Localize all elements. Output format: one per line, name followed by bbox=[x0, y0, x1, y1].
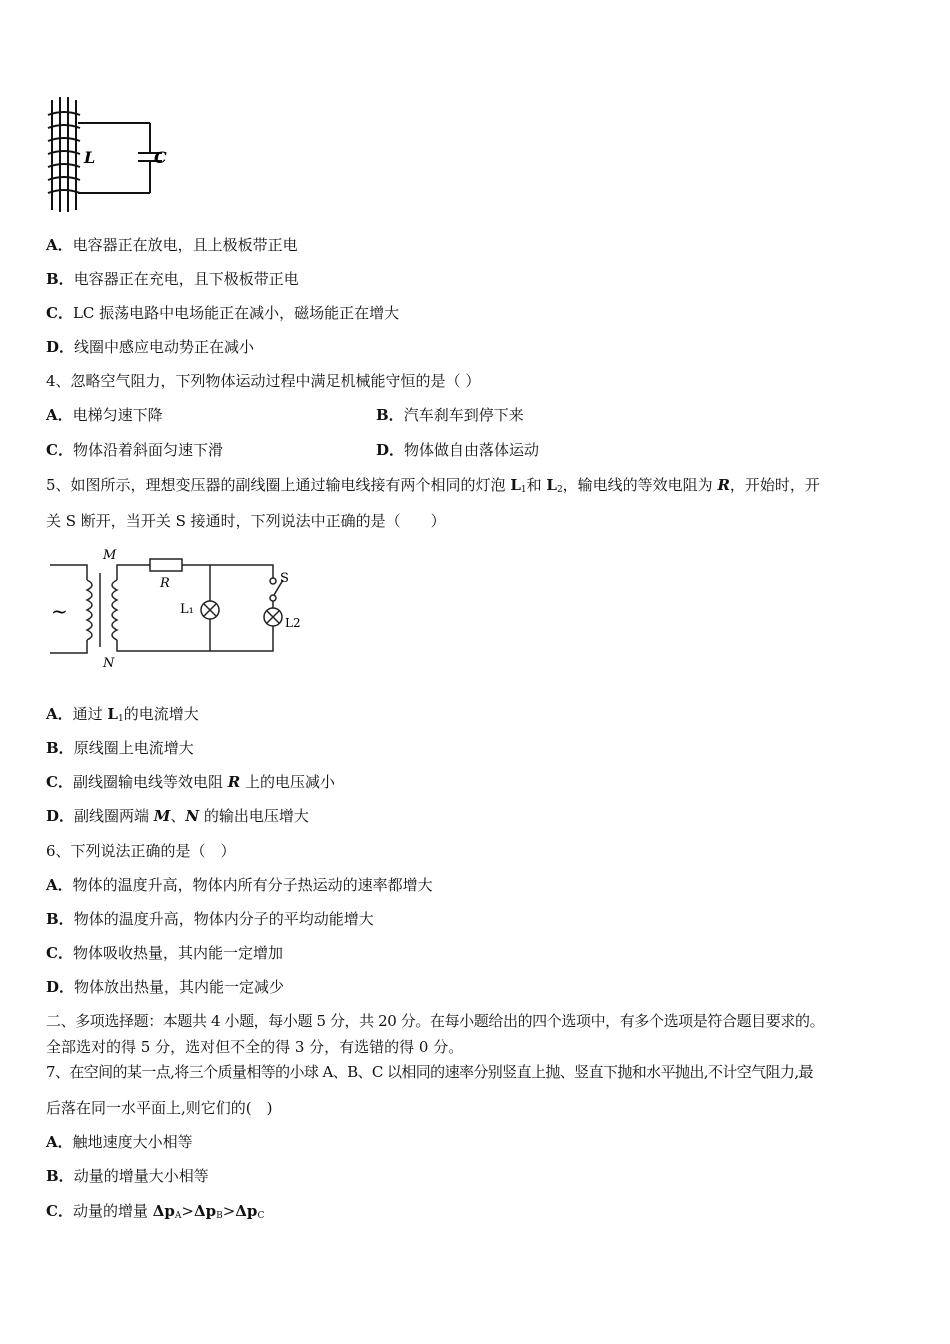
option-letter: A． bbox=[46, 705, 73, 723]
option-letter: D． bbox=[46, 978, 75, 996]
text: > bbox=[181, 1202, 194, 1220]
option-letter: C． bbox=[46, 304, 73, 322]
text: 上的电压减小 bbox=[240, 773, 335, 791]
q4-option-c bbox=[46, 440, 223, 460]
q4-option-b bbox=[376, 405, 524, 425]
section2-instructions-line2: 全部选对的得 5 分，选对但不全的得 3 分，有选错的得 0 分。 bbox=[46, 1038, 464, 1056]
resistor-label: R bbox=[160, 576, 170, 591]
option-letter: A． bbox=[46, 406, 73, 424]
option-letter: D． bbox=[46, 807, 75, 825]
option-letter: C． bbox=[46, 441, 73, 459]
text: L bbox=[510, 476, 521, 494]
option-text: 物体做自由落体运动 bbox=[404, 441, 540, 459]
subscript: A bbox=[174, 1211, 182, 1221]
option-letter: B． bbox=[46, 739, 74, 757]
text: Δp bbox=[193, 1202, 217, 1220]
text: R bbox=[717, 476, 730, 494]
option-text: 动量的增量大小相等 bbox=[73, 1167, 209, 1185]
text: L bbox=[546, 476, 557, 494]
text: M bbox=[153, 807, 171, 825]
text: ，开始时，开 bbox=[729, 476, 820, 494]
lamp-l1-label: L₁ bbox=[180, 602, 194, 617]
q3-option-d bbox=[46, 337, 254, 357]
transformer-circuit-figure bbox=[45, 545, 301, 671]
option-text: 原线圈上电流增大 bbox=[73, 739, 194, 757]
q7-option-c bbox=[46, 1201, 264, 1226]
option-letter: A． bbox=[46, 876, 73, 894]
q5-stem-line2: 关 S 断开，当开关 S 接通时，下列说法中正确的是（ ） bbox=[46, 512, 446, 530]
subscript: 1 bbox=[520, 485, 527, 495]
q7-stem-line1: 7、在空间的某一点,将三个质量相等的小球 A、B、C 以相同的速率分别竖直上抛、竖直下抛和水平抛出,不计空气阻力,最 bbox=[46, 1063, 813, 1081]
inductor-label: L bbox=[84, 148, 96, 167]
text: 的电流增大 bbox=[123, 705, 199, 723]
section2-instructions-line1: 二、多项选择题：本题共 4 小题，每小题 5 分，共 20 分。在每小题给出的四个选项中，有多个选项是符合题目要求的。 bbox=[46, 1012, 825, 1030]
terminal-m-label: M bbox=[103, 548, 117, 563]
subscript: C bbox=[257, 1211, 265, 1221]
text: R bbox=[227, 773, 241, 791]
q5-option-c bbox=[46, 772, 335, 792]
option-text: 物体吸收热量，其内能一定增加 bbox=[72, 944, 283, 962]
option-text: 物体的温度升高，物体内分子的平均动能增大 bbox=[73, 910, 374, 928]
text: 的输出电压增大 bbox=[199, 807, 309, 825]
q5-option-b bbox=[46, 738, 194, 758]
option-letter: B． bbox=[376, 406, 404, 424]
text: 副线圈两端 bbox=[74, 807, 154, 825]
option-text: 物体放出热量，其内能一定减少 bbox=[74, 978, 285, 996]
q7-stem-line2: 后落在同一水平面上,则它们的( ) bbox=[46, 1099, 273, 1117]
text: Δp bbox=[152, 1202, 175, 1220]
option-letter: B． bbox=[46, 1167, 74, 1185]
option-letter: A． bbox=[46, 236, 73, 254]
capacitor-label: C bbox=[154, 148, 167, 167]
q4-stem: 4、忽略空气阻力，下列物体运动过程中满足机械能守恒的是（ ） bbox=[46, 372, 481, 390]
lc-circuit-figure bbox=[40, 95, 170, 215]
q3-option-b bbox=[46, 269, 299, 289]
option-letter: D． bbox=[46, 338, 75, 356]
option-text: 电容器正在充电，且下极板带正电 bbox=[73, 270, 299, 288]
text: > bbox=[222, 1202, 236, 1220]
text: ，输电线的等效电阻为 bbox=[562, 476, 718, 494]
switch-label: S bbox=[280, 571, 289, 586]
q5-stem-line1 bbox=[46, 475, 820, 500]
option-letter: C． bbox=[46, 1202, 73, 1220]
q3-option-a bbox=[46, 235, 298, 255]
option-text: 汽车刹车到停下来 bbox=[403, 406, 524, 424]
q7-option-b bbox=[46, 1166, 209, 1186]
q4-option-d bbox=[376, 440, 539, 460]
ac-source-symbol: ~ bbox=[51, 599, 68, 623]
option-letter: B． bbox=[46, 270, 74, 288]
option-text: LC 振荡电路中电场能正在减小，磁场能正在增大 bbox=[72, 304, 400, 322]
text: 、 bbox=[170, 807, 186, 825]
text: 副线圈输电线等效电阻 bbox=[72, 773, 228, 791]
option-letter: A． bbox=[46, 1133, 73, 1151]
text: 5、如图所示，理想变压器的副线圈上通过输电线接有两个相同的灯泡 bbox=[46, 476, 511, 494]
option-text: 物体沿着斜面匀速下滑 bbox=[72, 441, 223, 459]
terminal-n-label: N bbox=[103, 656, 115, 671]
q3-option-c bbox=[46, 303, 399, 323]
text: 和 bbox=[526, 476, 547, 494]
q6-stem: 6、下列说法正确的是（ ） bbox=[46, 842, 236, 860]
subscript: B bbox=[216, 1211, 223, 1221]
q4-option-a bbox=[46, 405, 163, 425]
lamp-l2-label: L2 bbox=[285, 616, 301, 630]
text: Δp bbox=[235, 1202, 258, 1220]
option-text: 线圈中感应电动势正在减小 bbox=[74, 338, 255, 356]
option-text: 触地速度大小相等 bbox=[72, 1133, 193, 1151]
option-letter: B． bbox=[46, 910, 74, 928]
option-letter: D． bbox=[376, 441, 405, 459]
q6-option-c bbox=[46, 943, 283, 963]
q6-option-b bbox=[46, 909, 374, 929]
text: 动量的增量 bbox=[72, 1202, 153, 1220]
option-text: 物体的温度升高，物体内所有分子热运动的速率都增大 bbox=[72, 876, 433, 894]
q5-option-d bbox=[46, 806, 309, 826]
option-text: 电容器正在放电，且上极板带正电 bbox=[72, 236, 298, 254]
text: 通过 bbox=[72, 705, 108, 723]
q7-option-a bbox=[46, 1132, 193, 1152]
subscript: 1 bbox=[117, 714, 124, 724]
option-letter: C． bbox=[46, 944, 73, 962]
text: N bbox=[185, 807, 200, 825]
subscript: 2 bbox=[556, 485, 563, 495]
q5-option-a bbox=[46, 704, 199, 729]
option-letter: C． bbox=[46, 773, 73, 791]
q6-option-d bbox=[46, 977, 284, 997]
option-text: 电梯匀速下降 bbox=[72, 406, 163, 424]
q6-option-a bbox=[46, 875, 433, 895]
text: L bbox=[107, 705, 118, 723]
